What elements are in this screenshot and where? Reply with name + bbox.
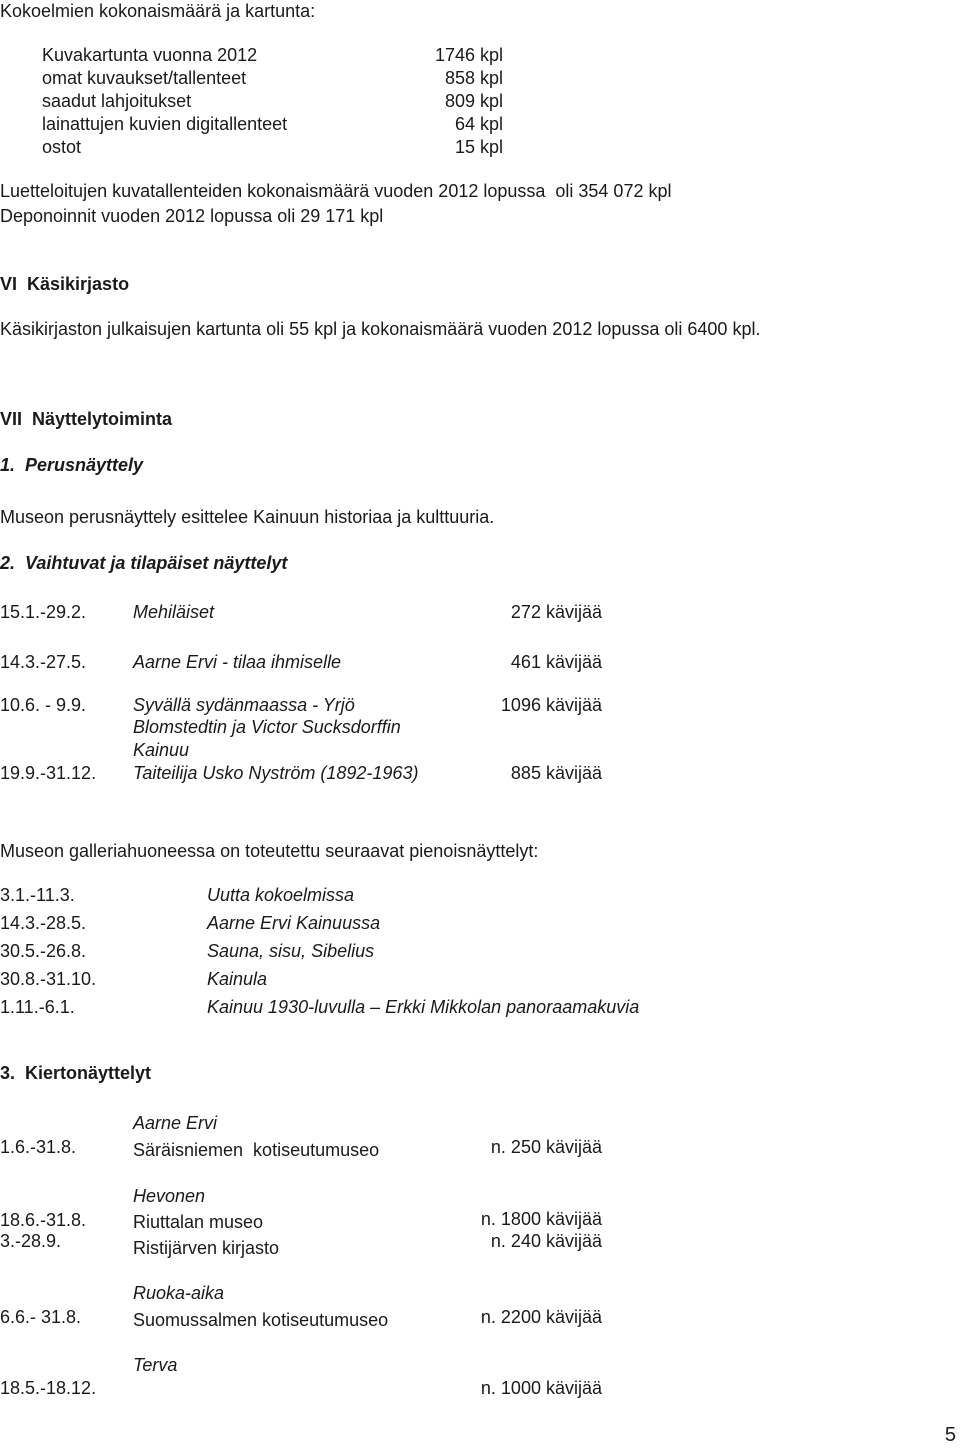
temporary-row-title: Mehiläiset xyxy=(133,602,215,622)
collection-row-label: lainattujen kuvien digitallenteet xyxy=(42,114,288,134)
touring-entry-visitors: n. 240 kävijää xyxy=(490,1231,602,1251)
touring-entry-visitors: n. 1800 kävijää xyxy=(480,1209,602,1229)
temporary-row-dates: 19.9.-31.12. xyxy=(0,763,97,783)
touring-entry-venue: Riuttalan museo xyxy=(133,1212,264,1232)
gallery-row-title: Kainula xyxy=(207,969,268,989)
collection-row-label: saadut lahjoitukset xyxy=(42,91,192,111)
touring-heading: 3. Kiertonäyttelyt xyxy=(0,1063,152,1083)
basic-exhibition-heading: 1. Perusnäyttely xyxy=(0,455,144,475)
exhibitions-heading: VII Näyttelytoiminta xyxy=(0,409,173,429)
collection-row-value: 858 kpl xyxy=(444,68,503,88)
touring-entry-dates: 1.6.-31.8. xyxy=(0,1137,77,1157)
collection-row-label: omat kuvaukset/tallenteet xyxy=(42,68,247,88)
temporary-row-title: Syvällä sydänmaassa - Yrjö xyxy=(133,695,355,715)
touring-entry-venue: Säräisniemen kotiseutumuseo xyxy=(133,1140,380,1160)
temporary-row-visitors: 885 kävijää xyxy=(510,763,602,783)
collection-row-label: ostot xyxy=(42,137,82,157)
touring-entry-dates: 18.5.-18.12. xyxy=(0,1378,97,1398)
gallery-row-dates: 1.11.-6.1. xyxy=(0,997,75,1017)
collection-row-value: 15 kpl xyxy=(454,137,503,157)
archive-heading: VI Käsikirjasto xyxy=(0,274,130,294)
temporary-row-title: Aarne Ervi - tilaa ihmiselle xyxy=(133,652,342,672)
gallery-row-dates: 14.3.-28.5. xyxy=(0,913,87,933)
touring-entry-dates: 6.6.- 31.8. xyxy=(0,1307,82,1327)
gallery-row-title: Aarne Ervi Kainuussa xyxy=(207,913,381,933)
gallery-row-dates: 30.5.-26.8. xyxy=(0,941,87,961)
touring-entry-venue: Ristijärven kirjasto xyxy=(133,1238,280,1258)
gallery-row-title: Kainuu 1930-luvulla – Erkki Mikkolan panoraamakuvia xyxy=(207,997,640,1017)
temporary-row-title: Taiteilija Usko Nyström (1892-1963) xyxy=(133,763,419,783)
collection-deposit-line: Deponoinnit vuoden 2012 lopussa oli 29 171 kpl xyxy=(0,206,384,226)
gallery-row-dates: 3.1.-11.3. xyxy=(0,885,75,905)
touring-entry-dates: 18.6.-31.8. xyxy=(0,1210,87,1230)
page-number: 5 xyxy=(944,1424,956,1446)
collection-heading: Kokoelmien kokonaismäärä ja kartunta: xyxy=(0,1,316,21)
touring-exhibition-title: Ruoka-aika xyxy=(133,1283,225,1303)
collection-total-line: Luetteloitujen kuvatallenteiden kokonaismäärä vuoden 2012 lopussa oli 354 072 kpl xyxy=(0,181,672,201)
gallery-row-title: Sauna, sisu, Sibelius xyxy=(207,941,375,961)
temporary-row-title: Blomstedtin ja Victor Sucksdorffin xyxy=(133,717,401,737)
basic-exhibition-text: Museon perusnäyttely esittelee Kainuun historiaa ja kulttuuria. xyxy=(0,507,495,527)
temporary-row-dates: 10.6. - 9.9. xyxy=(0,695,87,715)
temporary-exhibitions-heading: 2. Vaihtuvat ja tilapäiset näyttelyt xyxy=(0,553,288,573)
temporary-row-dates: 15.1.-29.2. xyxy=(0,602,87,622)
temporary-row-visitors: 461 kävijää xyxy=(510,652,602,672)
touring-entry-dates: 3.-28.9. xyxy=(0,1231,62,1251)
archive-text: Käsikirjaston julkaisujen kartunta oli 55 kpl ja kokonaismäärä vuoden 2012 lopussa oli 6400 kpl. xyxy=(0,319,761,339)
collection-row-value: 809 kpl xyxy=(444,91,503,111)
touring-exhibition-title: Aarne Ervi xyxy=(133,1113,218,1133)
touring-entry-visitors: n. 2200 kävijää xyxy=(480,1307,602,1327)
gallery-intro: Museon galleriahuoneessa on toteutettu seuraavat pienoisnäyttelyt: xyxy=(0,841,539,861)
touring-entry-venue: Suomussalmen kotiseutumuseo xyxy=(133,1310,389,1330)
temporary-row-dates: 14.3.-27.5. xyxy=(0,652,87,672)
gallery-row-title: Uutta kokoelmissa xyxy=(207,885,355,905)
temporary-row-visitors: 272 kävijää xyxy=(510,602,602,622)
touring-exhibition-title: Terva xyxy=(133,1355,178,1375)
touring-entry-visitors: n. 250 kävijää xyxy=(490,1137,602,1157)
gallery-row-dates: 30.8.-31.10. xyxy=(0,969,97,989)
touring-exhibition-title: Hevonen xyxy=(133,1186,206,1206)
collection-row-label: Kuvakartunta vuonna 2012 xyxy=(42,45,258,65)
temporary-row-visitors: 1096 kävijää xyxy=(500,695,602,715)
collection-row-value: 64 kpl xyxy=(454,114,503,134)
temporary-row-title: Kainuu xyxy=(133,740,190,760)
touring-entry-visitors: n. 1000 kävijää xyxy=(480,1378,602,1398)
collection-row-value: 1746 kpl xyxy=(434,45,503,65)
